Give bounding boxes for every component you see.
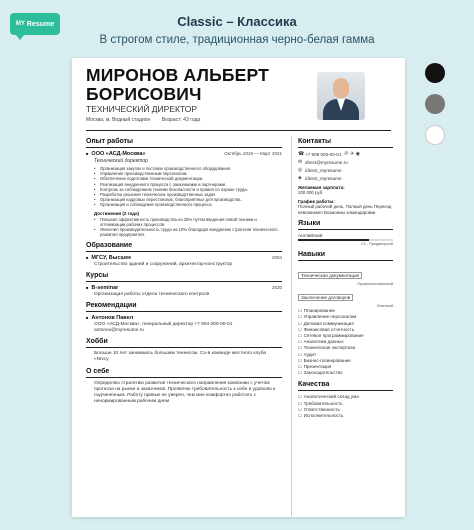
languages-title: Языки: [298, 220, 393, 230]
about-title: О себе: [86, 368, 282, 378]
list-item: ☐ Финансовая отчетность: [298, 327, 393, 333]
email-text: direct@myresume.ru: [305, 159, 348, 165]
list-item: • Организация и соблюдение производственного процесса.: [94, 202, 282, 207]
web2-text: /direct_myresume: [305, 175, 342, 181]
logo-text: Resume: [26, 20, 55, 28]
courses-section: [86, 272, 282, 297]
achievements-title: Достижения (2 года): [94, 210, 140, 216]
experience-title: Опыт работы: [86, 138, 282, 148]
social-icon: ◈: [298, 175, 302, 181]
experience-section: [86, 138, 282, 237]
job-role: Технический директор: [94, 158, 148, 164]
recommendation-email: antonov@myresume.ru: [94, 328, 144, 334]
duties-list: [94, 166, 282, 208]
column-divider: [291, 136, 292, 516]
course-year: 2020: [271, 285, 282, 291]
schedule-value: Полный рабочий день, Полный день Переезд невозможен Возможны командировки: [298, 204, 392, 215]
recommendation-details: ООО «АСД-Москва», генеральный директор +7 904 000-00-01: [94, 322, 233, 328]
list-item: ☐ Аналитический склад ума: [298, 394, 393, 400]
language-name: Английский: [298, 233, 323, 239]
salary-label: Желаемая зарплата:: [298, 185, 345, 190]
template-title: Classic – Классика: [177, 14, 297, 29]
swatch-black[interactable]: [425, 63, 445, 83]
course-name: ■ B-seminar: [86, 285, 118, 291]
list-item: ☐ Презентация: [298, 364, 393, 370]
resume-position: ТЕХНИЧЕСКИЙ ДИРЕКТОР: [86, 104, 198, 114]
skill-boxed: Заключение договоров: [298, 294, 353, 301]
education-title: Образование: [86, 242, 282, 252]
link-icon: ◎: [298, 167, 303, 173]
phone-text: +7 909 000-00-01: [305, 151, 342, 157]
language-level-fill: [298, 239, 369, 241]
hobby-title: Хобби: [86, 338, 282, 348]
list-item: • Организация кадровых перестановок, благоприятных для производства.: [94, 197, 282, 202]
list-item: ☐ Техническая экспертиза: [298, 345, 393, 351]
list-item: • Обеспечение подготовки технической документации.: [94, 176, 282, 181]
hobby-section: [86, 338, 282, 363]
list-item: • Контроль за соблюдением техники безопасности и правил по охране труда.: [94, 187, 282, 192]
achievements-list: [94, 217, 282, 238]
skills-title: Навыки: [298, 251, 393, 261]
location-text: Москва, м. Водный стадион: [86, 117, 151, 123]
list-item: • Разработка решения технических производственных задач.: [94, 192, 282, 197]
list-item: • Управление производственным персоналом.: [94, 171, 282, 176]
language-row: [298, 233, 393, 246]
education-row: [86, 255, 282, 261]
list-item: ☐ Законодательство: [298, 370, 393, 376]
list-item: ☐ Управление персоналом: [298, 314, 393, 320]
language-level-bar: [298, 239, 393, 241]
list-item: ☐ Деловая коммуникация: [298, 321, 393, 327]
course-desc: Организация работы отдела технического контроля: [94, 292, 210, 298]
education-desc: Строительство зданий и сооружений, архитектор-конструктор: [94, 262, 233, 268]
salary-value: 200 000 руб: [298, 190, 323, 195]
recommendation-person: ■ Антонов Павел: [86, 315, 133, 321]
education-section: [86, 242, 282, 267]
swatch-gray[interactable]: [425, 94, 445, 114]
mail-icon: ✉: [298, 159, 303, 165]
web1-text: /direct_myresume: [305, 167, 342, 173]
logo-my: MY: [15, 21, 25, 27]
contact-web2: [298, 175, 393, 181]
template-subtitle: В строгом стиле, традиционная черно-белая гамма: [99, 34, 375, 46]
schedule-label: График работы:: [298, 199, 335, 205]
swatch-white[interactable]: [425, 125, 445, 145]
resume-name: МИРОНОВ АЛЬБЕРТ БОРИСОВИЧ: [86, 65, 270, 104]
avatar: [317, 72, 365, 120]
list-item: ☐ Исполнительность: [298, 413, 393, 419]
list-item: • Организация закупок и поставок производственного оборудования.: [94, 166, 282, 171]
course-row: [86, 285, 282, 291]
about-section: [86, 368, 282, 405]
list-item: ☐ Требовательность: [298, 401, 393, 407]
list-item: ☐ Ответственность: [298, 407, 393, 413]
language-level: C1 - Продвинутый: [360, 242, 393, 247]
about-text: Определяю стратегию развития технического направления компании с учетом прогноза на рынке и заказчиков. Проявляю требовательность к себе и удоволю к подчиненным. Работу привык не уверен, чем мне комфортно работать с ненормированным рабочим днем: [94, 381, 276, 405]
list-item: • Повысил эффективность производства на 25% путем введения новой техники и оптимизации рабочих процессов.: [94, 217, 282, 227]
right-column: [298, 138, 393, 424]
skill-level-ok: Опытный: [376, 304, 393, 309]
list-item: • Увеличил производительность труда на 10% благодаря внедрению стратегии технического развития предприятия.: [94, 227, 282, 237]
qualities-title: Качества: [298, 381, 393, 391]
age-text: Возраст: 43 года: [161, 117, 201, 123]
skill-level-pro: Профессиональный: [357, 282, 393, 287]
skills-section: [298, 251, 393, 376]
job-header: [86, 151, 282, 157]
recommendations-title: Рекомендации: [86, 302, 282, 312]
hobby-text: Больше 10 лет занимаюсь большим теннисом. Со-в команде местного клуба «Ntvcy: [94, 351, 267, 363]
list-item: ☐ Бизнес-планирование: [298, 358, 393, 364]
color-swatches: [425, 63, 445, 156]
list-item: ☐ Сетевое программирование: [298, 333, 393, 339]
education-school: ■ МГСУ, Высшее: [86, 255, 131, 261]
languages-section: [298, 220, 393, 246]
list-item: ☐ Аудит: [298, 352, 393, 358]
skills-list: [298, 308, 393, 376]
education-year: 2004: [271, 255, 282, 261]
avatar-head: [333, 78, 349, 98]
contacts-title: Контакты: [298, 138, 393, 148]
list-item: • Реализация внедренного процесса с заказчиками и партнерами.: [94, 182, 282, 187]
phone-icon: ☎: [298, 151, 305, 157]
contact-phone: [298, 151, 393, 157]
skill-boxed: Техническая документация: [298, 272, 362, 279]
recommendations-section: [86, 302, 282, 333]
list-item: ☐ Планирование: [298, 308, 393, 314]
qualities-list: [298, 394, 393, 419]
left-column: [86, 138, 282, 410]
list-item: ☐ Аналитика данных: [298, 339, 393, 345]
job-dates: Октябрь 2015 — Март 2021: [224, 151, 282, 156]
contacts-section: [298, 138, 393, 215]
header-rule: [86, 130, 391, 131]
qualities-section: [298, 381, 393, 419]
contact-web1: [298, 167, 393, 173]
recommendation-row: [86, 315, 282, 321]
job-company: ■ ООО «АСД-Москва»: [86, 151, 145, 157]
resume-paper: [72, 58, 405, 517]
messenger-icons: ✆ ✈ ◉: [344, 151, 360, 157]
courses-title: Курсы: [86, 272, 282, 282]
contact-email: [298, 159, 393, 165]
resume-info: [86, 117, 210, 123]
